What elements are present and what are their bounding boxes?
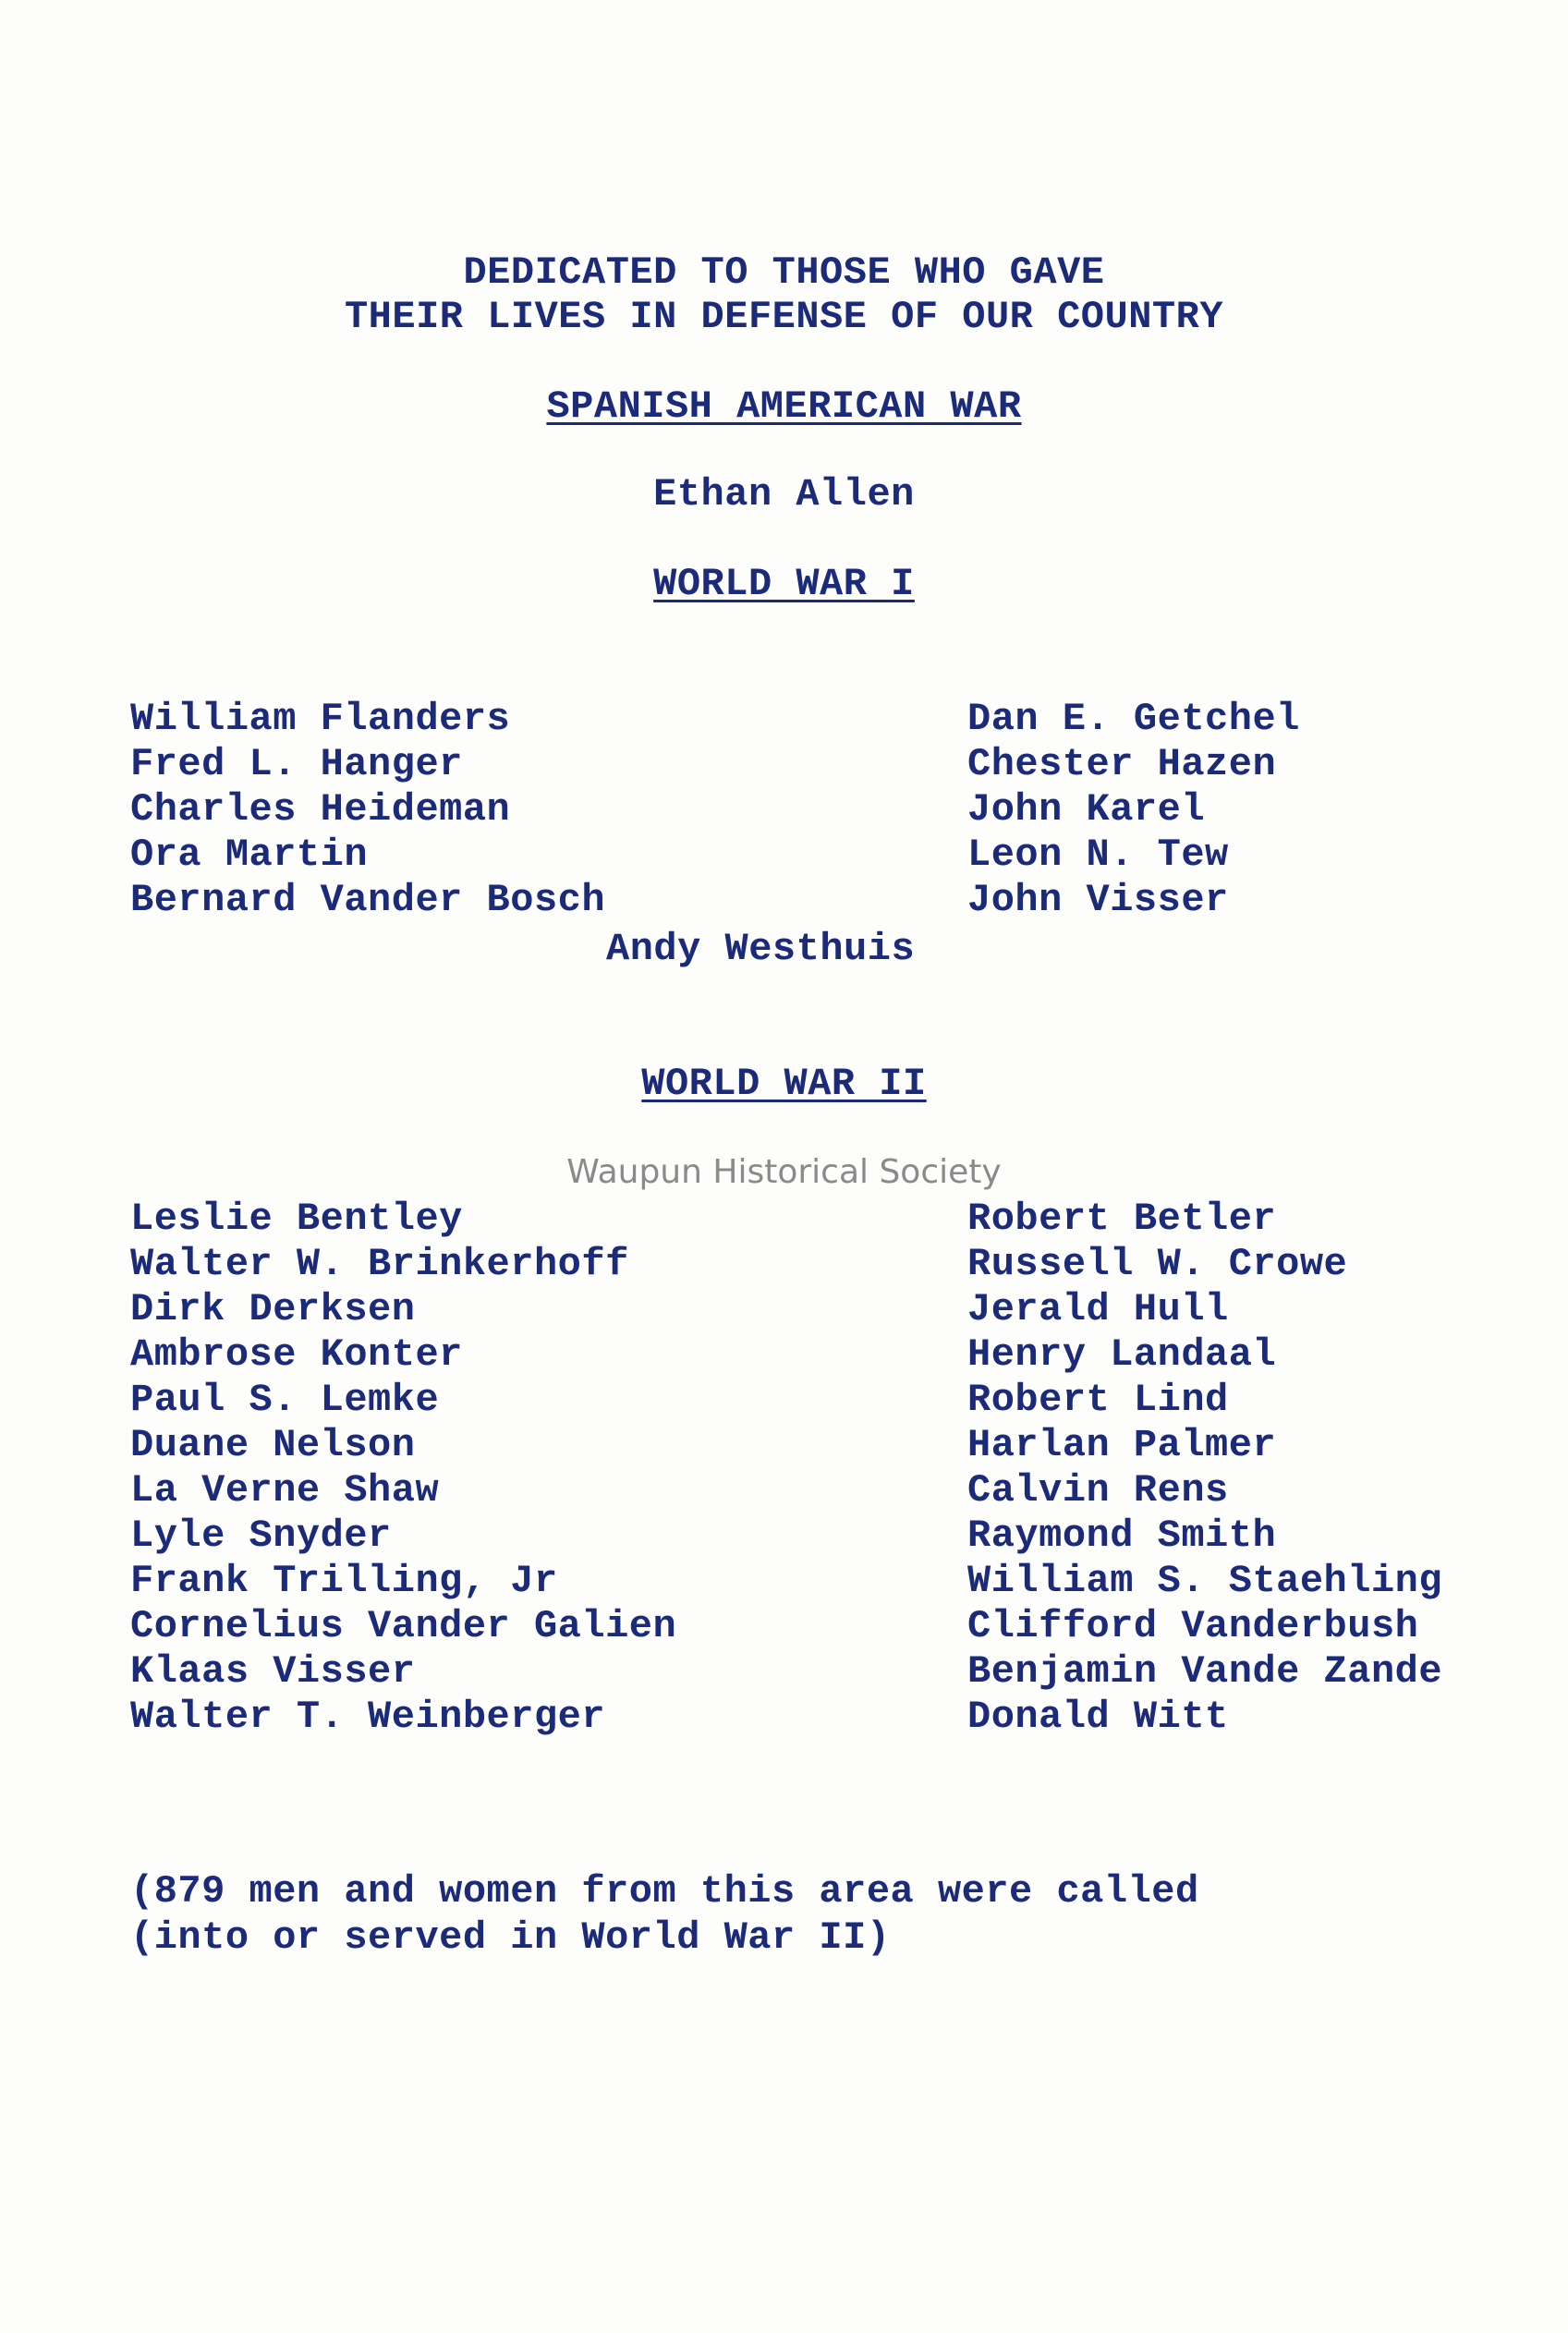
name-entry: Ambrose Konter: [130, 1332, 463, 1377]
name-entry: Dirk Derksen: [130, 1287, 416, 1331]
name-entry: John Karel: [967, 787, 1206, 832]
world-war-2-left-column: [130, 1197, 676, 1740]
name-entry: Dan E. Getchel: [967, 697, 1300, 741]
name-entry: Cornelius Vander Galien: [130, 1604, 677, 1648]
name-entry: Robert Lind: [967, 1378, 1229, 1422]
world-war-2-heading: WORLD WAR II: [641, 1062, 927, 1106]
name-entry: Robert Betler: [967, 1197, 1277, 1241]
world-war-1-heading: WORLD WAR I: [653, 562, 915, 606]
name-entry: Raymond Smith: [967, 1513, 1277, 1558]
name-entry: Henry Landaal: [967, 1332, 1277, 1377]
name-entry: Fred L. Hanger: [130, 742, 463, 786]
name-entry: Donald Witt: [967, 1695, 1229, 1739]
name-entry: Ora Martin: [130, 832, 369, 877]
name-entry: Russell W. Crowe: [967, 1242, 1348, 1286]
world-war-2-right-column: [967, 1197, 1442, 1740]
dedication-line-2: THEIR LIVES IN DEFENSE OF OUR COUNTRY: [344, 295, 1224, 339]
name-entry: La Verne Shaw: [130, 1468, 440, 1513]
spanish-american-war-name: Ethan Allen: [653, 472, 915, 516]
world-war-1-right-column: [967, 697, 1300, 923]
name-entry: Jerald Hull: [967, 1287, 1229, 1331]
dedication-line-1: DEDICATED TO THOSE WHO GAVE: [463, 250, 1105, 295]
name-entry: Lyle Snyder: [130, 1513, 392, 1558]
name-entry: Leon N. Tew: [967, 832, 1229, 877]
service-note-line-2: (into or served in World War II): [130, 1915, 891, 1960]
name-entry: Frank Trilling, Jr: [130, 1559, 558, 1603]
name-entry: Leslie Bentley: [130, 1197, 463, 1241]
name-entry: Harlan Palmer: [967, 1423, 1277, 1467]
name-entry: Clifford Vanderbush: [967, 1604, 1419, 1648]
name-entry: Walter W. Brinkerhoff: [130, 1242, 629, 1286]
watermark-text: Waupun Historical Society: [566, 1153, 1002, 1191]
service-note-line-1: (879 men and women from this area were called: [130, 1869, 1199, 1914]
name-entry: William Flanders: [130, 697, 511, 741]
name-entry: William S. Staehling: [967, 1559, 1443, 1603]
name-entry: Charles Heideman: [130, 787, 511, 832]
world-war-1-center-name: Andy Westhuis: [606, 927, 916, 971]
name-entry: Klaas Visser: [130, 1649, 416, 1694]
name-entry: John Visser: [967, 878, 1229, 922]
name-entry: Calvin Rens: [967, 1468, 1229, 1513]
name-entry: Chester Hazen: [967, 742, 1277, 786]
name-entry: Duane Nelson: [130, 1423, 416, 1467]
service-note: [130, 1868, 1199, 1961]
world-war-1-left-column: [130, 697, 605, 923]
name-entry: Benjamin Vande Zande: [967, 1649, 1443, 1694]
name-entry: Paul S. Lemke: [130, 1378, 440, 1422]
name-entry: Bernard Vander Bosch: [130, 878, 606, 922]
name-entry: Walter T. Weinberger: [130, 1695, 606, 1739]
spanish-american-war-heading: SPANISH AMERICAN WAR: [546, 384, 1022, 429]
